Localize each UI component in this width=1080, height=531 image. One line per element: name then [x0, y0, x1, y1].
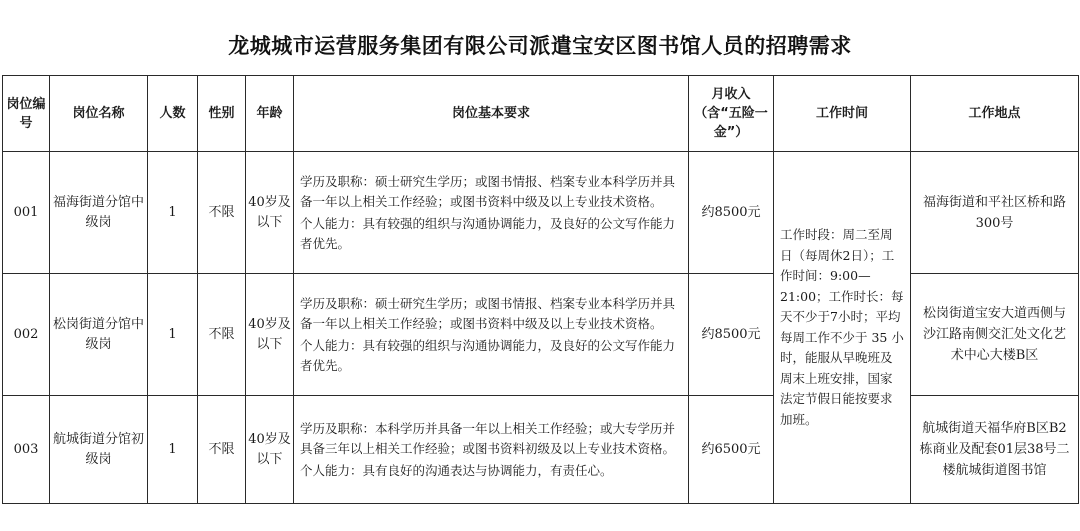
cell-code: 003: [3, 396, 50, 504]
cell-gender: 不限: [198, 396, 246, 504]
cell-salary: 约8500元: [689, 152, 774, 274]
cell-location: 福海街道和平社区桥和路300号: [911, 152, 1079, 274]
cell-count: 1: [148, 152, 198, 274]
page-title: 龙城城市运营服务集团有限公司派遣宝安区图书馆人员的招聘需求: [228, 34, 852, 58]
cell-salary: 约6500元: [689, 396, 774, 504]
header-code: 岗位编号: [3, 76, 50, 152]
header-hours: 工作时间: [774, 76, 911, 152]
requirement-ability: 个人能力：具有良好的沟通表达与协调能力，有责任心。: [300, 462, 613, 478]
header-location: 工作地点: [911, 76, 1079, 152]
cell-location: 航城街道天福华府B区B2栋商业及配套01层38号二楼航城街道图书馆: [911, 396, 1079, 504]
recruitment-table: [2, 75, 1079, 504]
cell-requirements: [294, 274, 689, 396]
cell-location: 松岗街道宝安大道西侧与沙江路南侧交汇处文化艺术中心大楼B区: [911, 274, 1079, 396]
table-header-row: [3, 76, 1079, 152]
cell-name: 松岗街道分馆中级岗: [50, 274, 148, 396]
requirement-education: 学历及职称：本科学历并具备一年以上相关工作经验；或大专学历并具备三年以上相关工作经验；或图书资料初级及以上专业技术资格。: [300, 420, 676, 456]
requirement-ability: 个人能力：具有较强的组织与沟通协调能力，及良好的公文写作能力者优先。: [300, 215, 676, 251]
cell-salary: 约8500元: [689, 274, 774, 396]
header-name: 岗位名称: [50, 76, 148, 152]
cell-age: 40岁及以下: [246, 274, 294, 396]
cell-requirements: [294, 396, 689, 504]
requirement-education: 学历及职称：硕士研究生学历；或图书情报、档案专业本科学历并具备一年以上相关工作经验；或图书资料中级及以上专业技术资格。: [300, 295, 676, 331]
requirement-ability: 个人能力：具有较强的组织与沟通协调能力，及良好的公文写作能力者优先。: [300, 337, 676, 373]
header-age: 年龄: [246, 76, 294, 152]
header-requirements: 岗位基本要求: [294, 76, 689, 152]
requirement-education: 学历及职称：硕士研究生学历；或图书情报、档案专业本科学历并具备一年以上相关工作经验；或图书资料中级及以上专业技术资格。: [300, 173, 676, 209]
table-row: [3, 396, 1079, 504]
cell-name: 航城街道分馆初级岗: [50, 396, 148, 504]
header-count: 人数: [148, 76, 198, 152]
table-row: [3, 274, 1079, 396]
cell-gender: 不限: [198, 274, 246, 396]
header-salary: 月收入（含“五险一金”）: [689, 76, 774, 152]
cell-code: 002: [3, 274, 50, 396]
table-row: [3, 152, 1079, 274]
cell-requirements: [294, 152, 689, 274]
cell-age: 40岁及以下: [246, 152, 294, 274]
cell-gender: 不限: [198, 152, 246, 274]
cell-hours: 工作时段：周二至周日（每周休2日）；工作时间：9:00—21:00；工作时长：每天不少于7小时；平均每周工作不少于 35 小时，能服从早晚班及周末上班安排，国家法定节假日能按要求加班。: [774, 152, 911, 504]
cell-name: 福海街道分馆中级岗: [50, 152, 148, 274]
header-gender: 性别: [198, 76, 246, 152]
cell-age: 40岁及以下: [246, 396, 294, 504]
cell-count: 1: [148, 274, 198, 396]
cell-count: 1: [148, 396, 198, 504]
cell-code: 001: [3, 152, 50, 274]
